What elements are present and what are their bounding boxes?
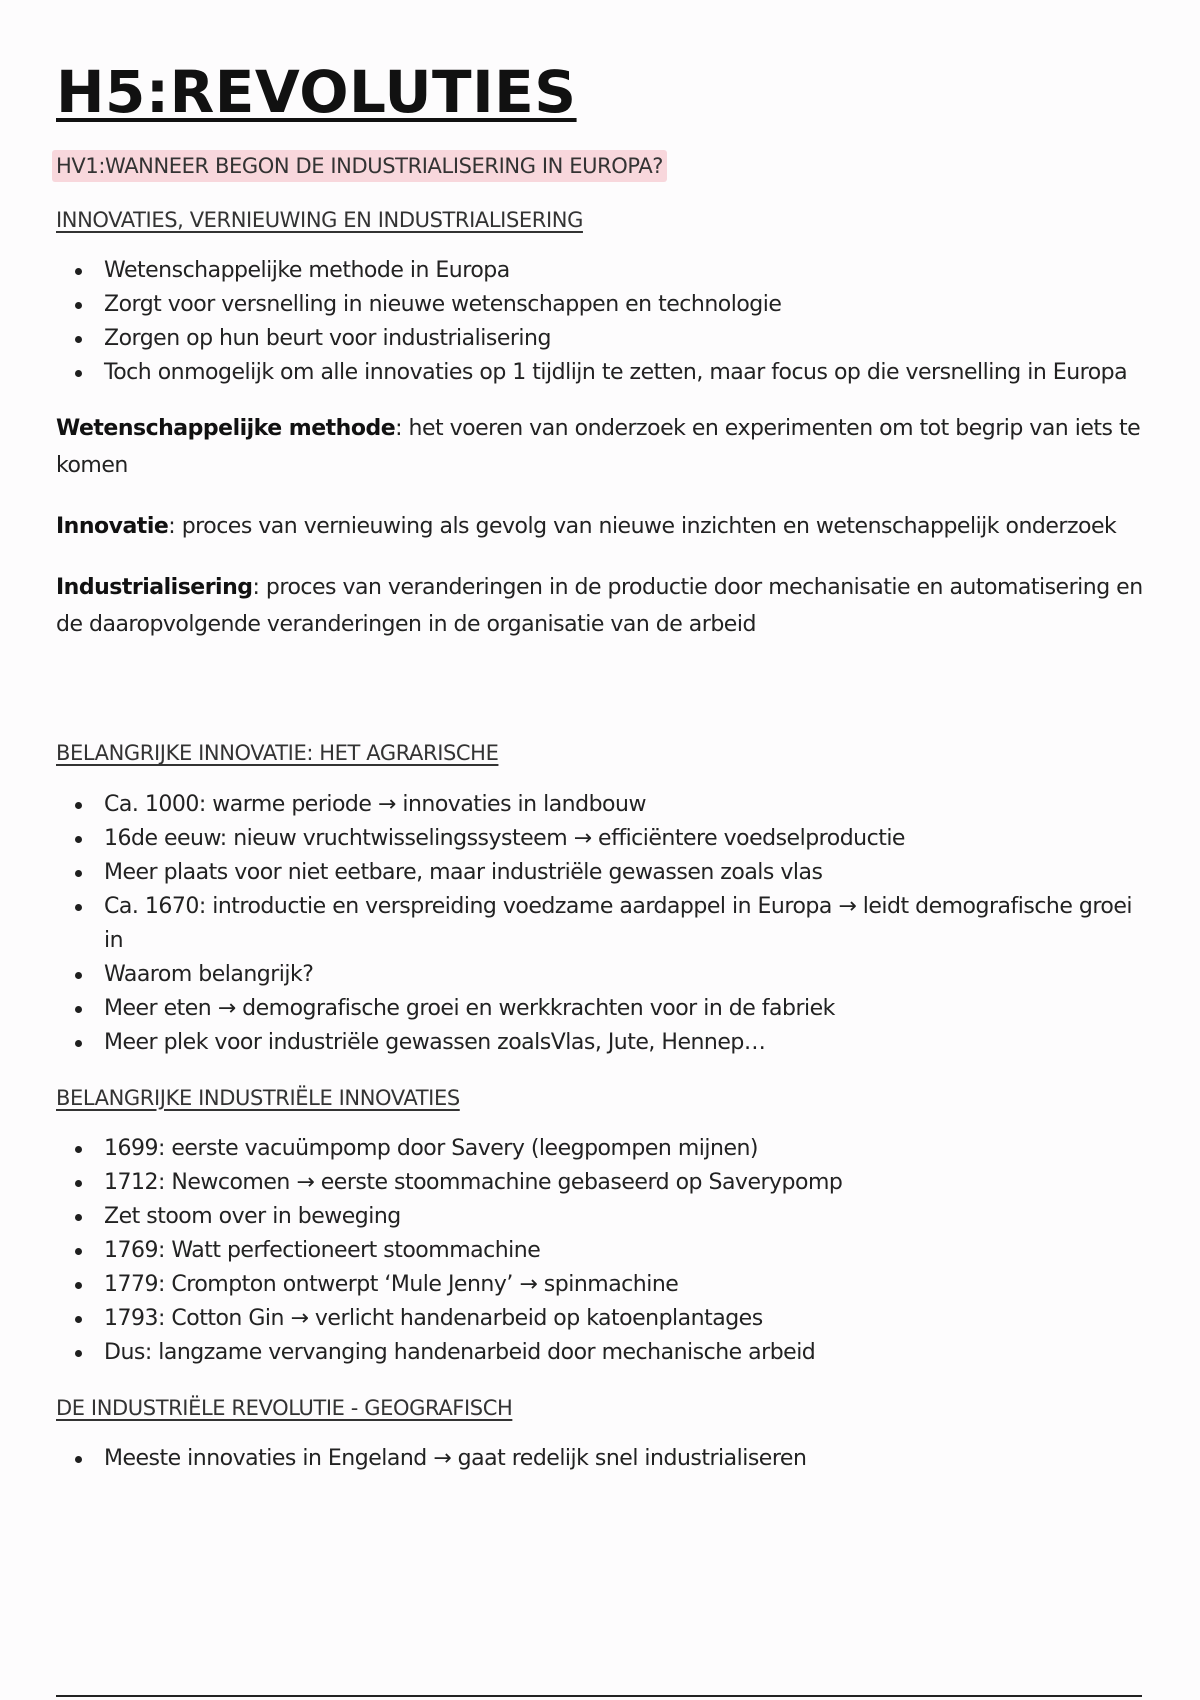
list-item: Dus: langzame vervanging handenarbeid door mechanische arbeid — [104, 1336, 1146, 1370]
list-item: Meer plek voor industriële gewassen zoalsVlas, Jute, Hennep… — [104, 1026, 1146, 1060]
list-item: 1793: Cotton Gin → verlicht handenarbeid op katoenplantages — [104, 1302, 1146, 1336]
list-item: 1712: Newcomen → eerste stoommachine gebaseerd op Saverypomp — [104, 1166, 1146, 1200]
bullet-list-innovaties — [56, 254, 1146, 390]
definition-industrialisering — [56, 569, 1146, 643]
section-heading-geografisch: DE INDUSTRIËLE REVOLUTIE - GEOGRAFISCH — [56, 1395, 513, 1420]
subtitle-row — [56, 128, 1146, 182]
definition-innovatie — [56, 508, 1146, 545]
list-item: Ca. 1000: warme periode → innovaties in landbouw — [104, 788, 1146, 822]
list-item: Waarom belangrijk? — [104, 958, 1146, 992]
highlighted-subtitle: HV1:WANNEER BEGON DE INDUSTRIALISERING IN EUROPA? — [52, 150, 667, 182]
bullet-list-geografisch — [56, 1442, 1146, 1476]
definition-text: : proces van vernieuwing als gevolg van nieuwe inzichten en wetenschappelijk onderzoek — [168, 514, 1117, 540]
definition-text: : het voeren van onderzoek en experimenten om tot begrip van iets te komen — [56, 416, 1141, 479]
bullet-list-industrieel — [56, 1132, 1146, 1370]
bottom-divider — [56, 1695, 1142, 1697]
list-item: Wetenschappelijke methode in Europa — [104, 254, 1146, 288]
page-title: H5:REVOLUTIES — [56, 58, 577, 126]
list-item: Zorgen op hun beurt voor industrialisering — [104, 322, 1146, 356]
list-item: Meeste innovaties in Engeland → gaat redelijk snel industrialiseren — [104, 1442, 1146, 1476]
list-item: 16de eeuw: nieuw vruchtwisselingssysteem → efficiëntere voedselproductie — [104, 822, 1146, 856]
bullet-list-agrarisch — [56, 788, 1146, 1060]
list-item: Zet stoom over in beweging — [104, 1200, 1146, 1234]
list-item: 1769: Watt perfectioneert stoommachine — [104, 1234, 1146, 1268]
list-item: Meer eten → demografische groei en werkkrachten voor in de fabriek — [104, 992, 1146, 1026]
document-page — [56, 58, 1146, 1476]
definition-term: Industrialisering — [56, 575, 253, 601]
section-heading-agrarisch: BELANGRIJKE INNOVATIE: HET AGRARISCHE — [56, 741, 499, 766]
definition-term: Innovatie — [56, 514, 169, 540]
list-item: 1779: Crompton ontwerpt ‘Mule Jenny’ → spinmachine — [104, 1268, 1146, 1302]
definition-term: Wetenschappelijke methode — [56, 416, 396, 442]
section-heading-industrieel: BELANGRIJKE INDUSTRIËLE INNOVATIES — [56, 1085, 460, 1110]
definition-text: : proces van veranderingen in de productie door mechanisatie en automatisering en de daaropvolgende veranderingen in de organisatie van de arbeid — [56, 575, 1143, 638]
list-item: Toch onmogelijk om alle innovaties op 1 tijdlijn te zetten, maar focus op die versnelling in Europa — [104, 356, 1146, 390]
definition-wetenschappelijke-methode — [56, 410, 1146, 484]
list-item: Ca. 1670: introductie en verspreiding voedzame aardappel in Europa → leidt demografische groei in — [104, 890, 1146, 958]
section-heading-innovaties: INNOVATIES, VERNIEUWING EN INDUSTRIALISERING — [56, 207, 583, 232]
list-item: Meer plaats voor niet eetbare, maar industriële gewassen zoals vlas — [104, 856, 1146, 890]
list-item: Zorgt voor versnelling in nieuwe wetenschappen en technologie — [104, 288, 1146, 322]
list-item: 1699: eerste vacuümpomp door Savery (leegpompen mijnen) — [104, 1132, 1146, 1166]
